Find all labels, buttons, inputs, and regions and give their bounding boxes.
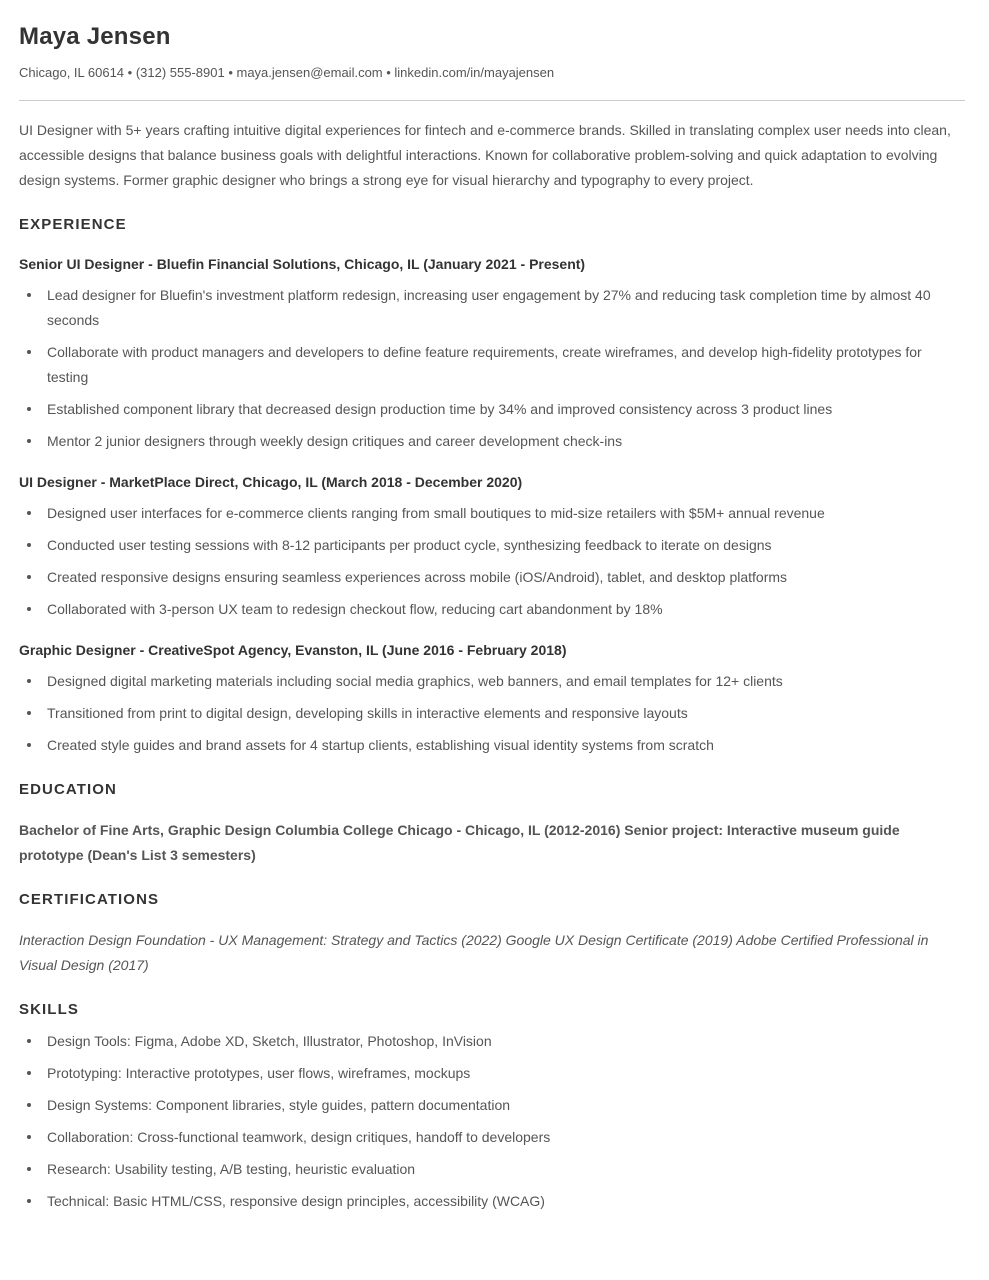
experience-entry [19,254,965,454]
job-bullet: Established component library that decreased design production time by 34% and improved consistency across 3 product lines [27,397,965,422]
skill-item: Design Tools: Figma, Adobe XD, Sketch, Illustrator, Photoshop, InVision [27,1029,965,1054]
job-bullet: Collaborate with product managers and developers to define feature requirements, create wireframes, and develop high-fidelity prototypes for testing [27,340,965,390]
job-heading: Senior UI Designer - Bluefin Financial Solutions, Chicago, IL (January 2021 - Present) [19,256,586,272]
skill-item: Research: Usability testing, A/B testing, heuristic evaluation [27,1157,965,1182]
experience-entry [19,640,965,758]
certifications-entry: Interaction Design Foundation - UX Management: Strategy and Tactics (2022) Google UX Design Certificate (2019) Adobe Certified Professional in Visual Design (2017) [19,932,929,973]
job-heading: Graphic Designer - CreativeSpot Agency, Evanston, IL (June 2016 - February 2018) [19,642,567,658]
job-bullet: Created style guides and brand assets for 4 startup clients, establishing visual identity systems from scratch [27,733,965,758]
section-certifications [19,890,965,978]
experience-entry [19,472,965,622]
job-bullet: Conducted user testing sessions with 8-12 participants per product cycle, synthesizing feedback to iterate on designs [27,533,965,558]
section-skills [19,1000,965,1214]
skill-item: Technical: Basic HTML/CSS, responsive design principles, accessibility (WCAG) [27,1189,965,1214]
job-bullet: Created responsive designs ensuring seamless experiences across mobile (iOS/Android), tablet, and desktop platforms [27,565,965,590]
section-title-education: EDUCATION [19,781,117,798]
candidate-name: Maya Jensen [19,23,171,50]
job-heading: UI Designer - MarketPlace Direct, Chicago, IL (March 2018 - December 2020) [19,474,523,490]
professional-summary: UI Designer with 5+ years crafting intuitive digital experiences for fintech and e-commerce brands. Skilled in translating complex user needs into clean, accessible designs that balance business goals with delightful interactions. Known for collaborative problem-solving and quick adaptation to evolving design systems. Former graphic designer who brings a strong eye for visual hierarchy and typography to every project. [19,122,951,188]
contact-line: Chicago, IL 60614 • (312) 555-8901 • maya.jensen@email.com • linkedin.com/in/mayajensen [19,65,555,80]
job-bullet: Lead designer for Bluefin's investment platform redesign, increasing user engagement by 27% and reducing task completion time by almost 40 seconds [27,283,965,333]
job-bullet-list [19,669,965,758]
job-bullet: Collaborated with 3-person UX team to redesign checkout flow, reducing cart abandonment by 18% [27,597,965,622]
skill-item: Prototyping: Interactive prototypes, user flows, wireframes, mockups [27,1061,965,1086]
resume-header [19,18,965,81]
education-entry: Bachelor of Fine Arts, Graphic Design Columbia College Chicago - Chicago, IL (2012-2016) Senior project: Interactive museum guide prototype (Dean's List 3 semesters) [19,822,900,863]
job-bullet: Transitioned from print to digital design, developing skills in interactive elements and responsive layouts [27,701,965,726]
skills-list [19,1029,965,1214]
job-bullet-list [19,501,965,622]
header-divider [19,100,965,101]
skill-item: Design Systems: Component libraries, style guides, pattern documentation [27,1093,965,1118]
job-bullet: Mentor 2 junior designers through weekly design critiques and career development check-ins [27,429,965,454]
section-title-certifications: CERTIFICATIONS [19,891,160,908]
skill-item: Collaboration: Cross-functional teamwork, design critiques, handoff to developers [27,1125,965,1150]
section-education [19,780,965,868]
section-title-experience: EXPERIENCE [19,216,127,233]
job-bullet: Designed user interfaces for e-commerce clients ranging from small boutiques to mid-size retailers with $5M+ annual revenue [27,501,965,526]
section-experience [19,215,965,758]
job-bullet-list [19,283,965,454]
job-bullet: Designed digital marketing materials including social media graphics, web banners, and email templates for 12+ clients [27,669,965,694]
section-title-skills: SKILLS [19,1001,79,1018]
